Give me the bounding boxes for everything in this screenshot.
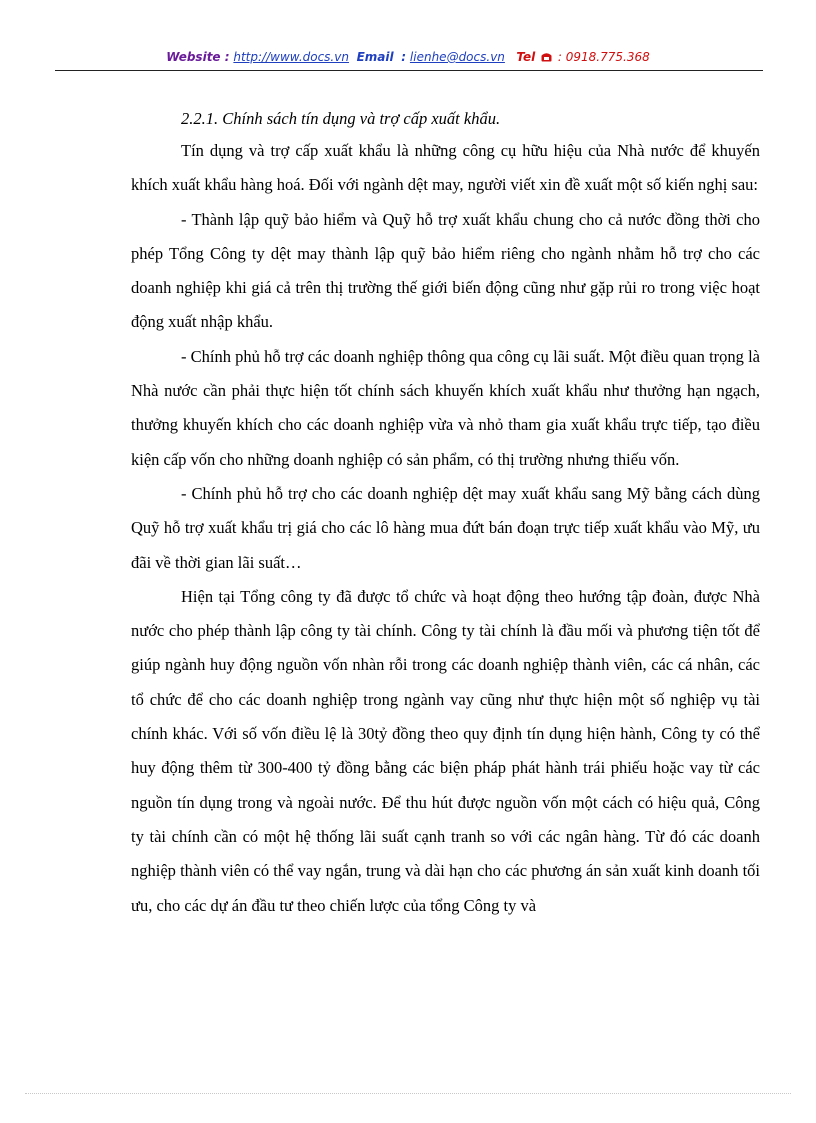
paragraph-us-export-support: - Chính phủ hỗ trợ cho các doanh nghiệp dệt may xuất khẩu sang Mỹ bằng cách dùng Quỹ hỗ trợ xuất khẩu trị giá cho các lô hàng mua đứt bán đoạn trực tiếp xuất khẩu vào Mỹ, ưu đãi về thời gian lãi suất… bbox=[131, 483, 760, 572]
page-header bbox=[0, 50, 816, 70]
paragraph-finance-company: Hiện tại Tổng công ty đã được tổ chức và hoạt động theo hướng tập đoàn, được Nhà nước cho phép thành lập công ty tài chính. Công ty tài chính là đầu mối và phương tiện tốt để giúp ngành huy động nguồn vốn nhàn rỗi trong các doanh nghiệp thành viên, các cá nhân, các tổ chức để cho các doanh nghiệp trong ngành vay cũng như thực hiện một số nghiệp vụ tài chính khác. Với số vốn điều lệ là 30tỷ đồng theo quy định tín dụng hiện hành, Công ty có thể huy động thêm từ 300-400 tỷ đồng bằng các biện pháp phát hành trái phiếu hoặc vay từ các nguồn tín dụng trong và ngoài nước. Để thu hút được nguồn vốn một cách có hiệu quả, Công ty tài chính cần có một hệ thống lãi suất cạnh tranh so với các ngân hàng. Từ đó các doanh nghiệp thành viên có thể vay ngắn, trung và dài hạn cho các phương án sản xuất kinh doanh tối ưu, cho các dự án đầu tư theo chiến lược của tổng Công ty và bbox=[131, 586, 760, 915]
phone-number: : 0918.775.368 bbox=[557, 50, 650, 64]
email-link[interactable]: lienhe@docs.vn bbox=[409, 50, 505, 64]
email-separator: : bbox=[401, 50, 407, 64]
footer-divider bbox=[25, 1093, 791, 1094]
email-label: Email bbox=[356, 50, 394, 64]
website-link[interactable]: http://www.docs.vn bbox=[233, 50, 349, 64]
paragraph-intro: Tín dụng và trợ cấp xuất khẩu là những công cụ hữu hiệu của Nhà nước để khuyến khích xuất khẩu hàng hoá. Đối với ngành dệt may, người viết xin đề xuất một số kiến nghị sau: bbox=[131, 141, 760, 195]
section-title: 2.2.1. Chính sách tín dụng và trợ cấp xuất khẩu. bbox=[181, 109, 501, 128]
tel-label: Tel bbox=[516, 50, 536, 64]
website-label: Website : bbox=[166, 50, 230, 64]
header-divider bbox=[55, 70, 763, 71]
phone-icon bbox=[541, 52, 552, 62]
paragraph-insurance-fund: - Thành lập quỹ bảo hiểm và Quỹ hỗ trợ xuất khẩu chung cho cả nước đồng thời cho phép Tổng Công ty dệt may thành lập quỹ bảo hiểm riêng cho ngành nhằm hỗ trợ cho các doanh nghiệp khi giá cả trên thị trường thế giới biến động cũng như gặp rủi ro trong việc hoạt động xuất nhập khẩu. bbox=[131, 209, 760, 332]
paragraph-interest-rate: - Chính phủ hỗ trợ các doanh nghiệp thông qua công cụ lãi suất. Một điều quan trọng là Nhà nước cần phải thực hiện tốt chính sách khuyến khích xuất khẩu như thưởng hạn ngạch, thưởng khuyến khích cho các doanh nghiệp vừa và nhỏ tham gia xuất khẩu trực tiếp, tạo điều kiện cấp vốn cho những doanh nghiệp có sản phẩm, có thị trường nhưng thiếu vốn. bbox=[131, 346, 760, 469]
document-body bbox=[131, 104, 760, 923]
